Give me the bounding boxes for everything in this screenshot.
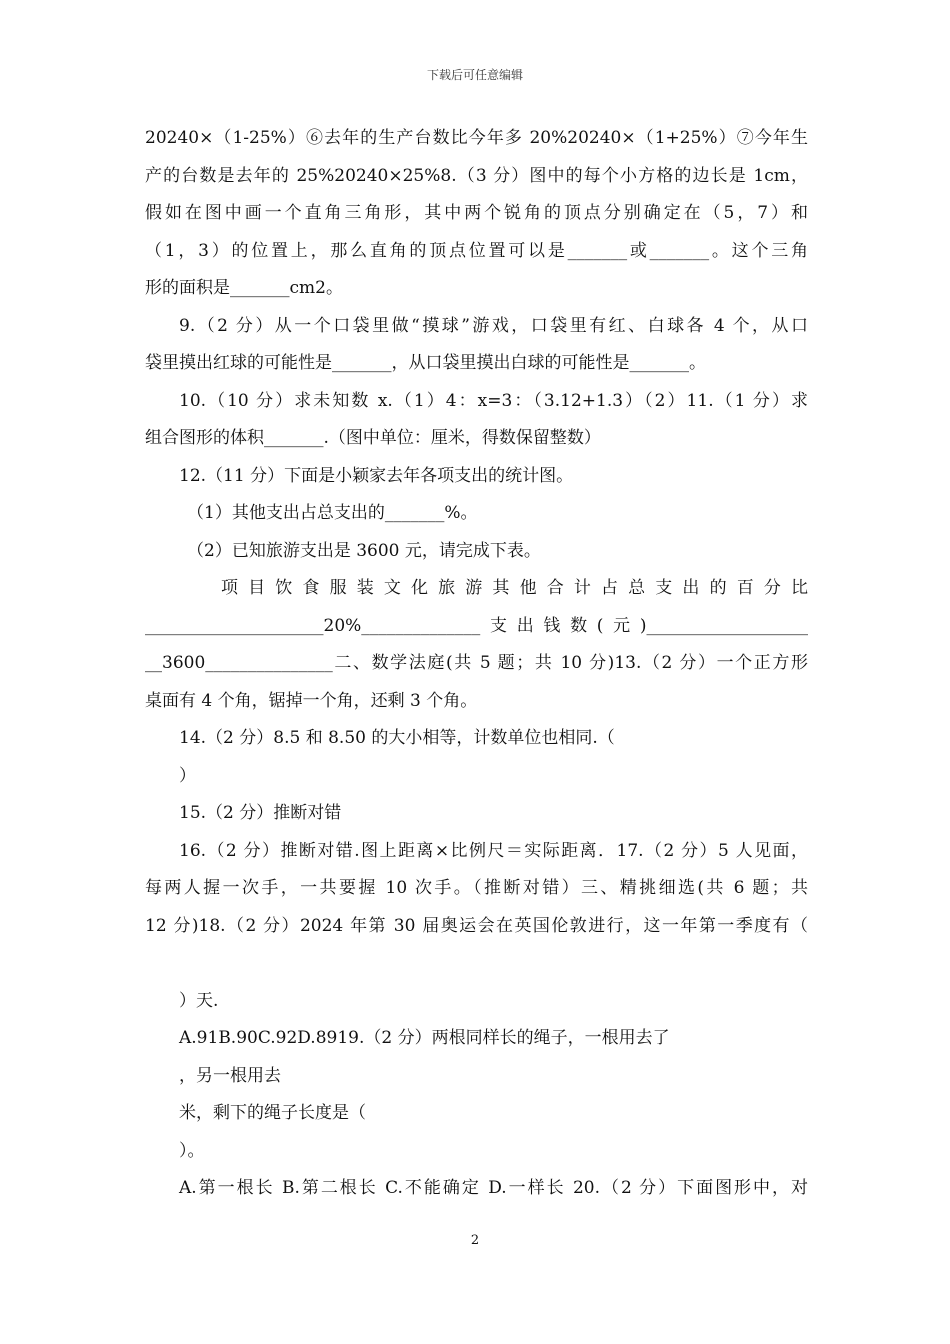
- text-line: 14.（2 分）8.5 和 8.50 的大小相等，计数单位也相同.（: [179, 728, 615, 748]
- text-line: ，另一根用去: [179, 1065, 281, 1086]
- text-line: 假如在图中画一个直角三角形，其中两个锐角的顶点分别确定在（5，7）和: [145, 203, 808, 223]
- text-line: 项 目 饮 食 服 装 文 化 旅 游 其 他 合 计 占 总 支 出 的 百 分 比: [221, 578, 808, 598]
- text-line: A.91B.90C.92D.8919.（2 分）两根同样长的绳子，一根用去了: [179, 1028, 670, 1048]
- text-line: 15.（2 分）推断对错: [179, 803, 342, 823]
- text-line: 组合图形的体积_______.（图中单位：厘米，得数保留整数）: [145, 428, 601, 448]
- text-line: 形的面积是_______cm2。: [145, 278, 343, 298]
- text-line: （2）已知旅游支出是 3600 元，请完成下表。: [187, 540, 541, 561]
- text-line: 10.（10 分）求未知数 x.（1）4：x=3：（3.12+1.3）（2）11.（1 分）求: [179, 390, 808, 411]
- text-line: 产的台数是去年的 25%20240×25%8.（3 分）图中的每个小方格的边长是 1cm，: [145, 165, 808, 186]
- text-line: ）天.: [179, 990, 219, 1011]
- text-line: 12 分)18.（2 分）2024 年第 30 届奥运会在英国伦敦进行，这一年第一季度有（: [145, 915, 808, 936]
- blank-gap: [145, 945, 808, 983]
- text-line: 9.（2 分）从一个口袋里做“摸球”游戏，口袋里有红、白球各 4 个，从口: [179, 315, 808, 336]
- text-line: 每两人握一次手，一共要握 10 次手。（推断对错）三、精挑细选(共 6 题；共: [145, 878, 808, 898]
- text-line: __3600_______________二、数学法庭(共 5 题；共 10 分)13.（2 分）一个正方形: [145, 653, 808, 673]
- text-line: （1，3）的位置上，那么直角的顶点位置可以是_______或_______。这个三角: [145, 240, 808, 261]
- text-line: ）: [179, 765, 196, 786]
- text-line: A.第一根长 B.第二根长 C.不能确定 D.一样长 20.（2 分）下面图形中，对: [179, 1178, 808, 1198]
- text-line: 12.（11 分）下面是小颖家去年各项支出的统计图。: [179, 465, 574, 486]
- text-line: 米，剩下的绳子长度是（: [179, 1103, 366, 1123]
- page-number: 2: [470, 1233, 480, 1248]
- text-line: 桌面有 4 个角，锯掉一个角，还剩 3 个角。: [145, 690, 478, 711]
- document-body: [145, 120, 808, 1208]
- text-line: （1）其他支出占总支出的_______%。: [187, 503, 478, 523]
- text-line: 20240×（1-25%）⑥去年的生产台数比今年多 20%20240×（1+25%）⑦今年生: [145, 128, 808, 148]
- text-line: 袋里摸出红球的可能性是_______，从口袋里摸出白球的可能性是_______。: [145, 353, 706, 373]
- text-line: _____________________20%______________支出钱数(元)___________________: [145, 615, 808, 636]
- text-line: ）。: [179, 1140, 205, 1161]
- text-line: 16.（2 分）推断对错.图上距离×比例尺＝实际距离．17.（2 分）5 人见面，: [179, 840, 808, 861]
- page-header: 下载后可任意编辑: [426, 68, 523, 82]
